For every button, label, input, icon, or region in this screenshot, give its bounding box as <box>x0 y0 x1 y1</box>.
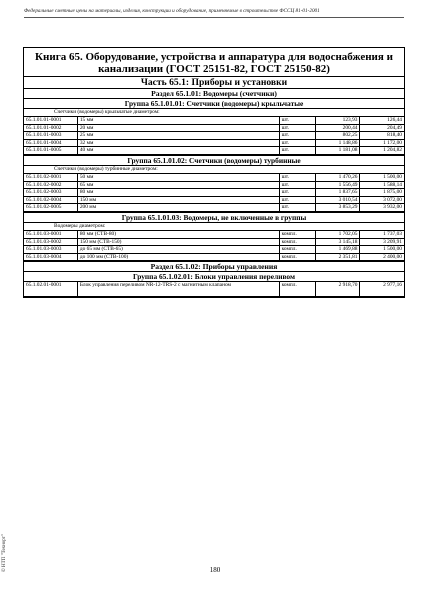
item-code-cell: 65.1.01.03-0003 <box>24 246 77 254</box>
unit-cell: шт. <box>279 124 315 132</box>
unit-cell: шт. <box>279 204 315 212</box>
price-cell-2: 2 400,00 <box>360 253 404 261</box>
table-turbine-meters <box>24 174 404 212</box>
item-name-cell: 80 мм <box>77 189 279 197</box>
price-table-frame <box>23 47 405 298</box>
item-code-cell: 65.1.01.01-0003 <box>24 132 77 140</box>
item-code-cell: 65.1.01.01-0004 <box>24 139 77 147</box>
item-code-cell: 65.1.01.03-0002 <box>24 238 77 246</box>
price-cell: 200,44 <box>315 124 360 132</box>
price-cell-2: 3 932,00 <box>360 204 404 212</box>
unit-cell: компл. <box>279 238 315 246</box>
unit-cell: шт. <box>279 174 315 181</box>
item-code-cell: 65.1.01.02-0001 <box>24 174 77 181</box>
unit-cell: компл. <box>279 231 315 238</box>
price-cell: 3 010,54 <box>315 196 360 204</box>
price-cell: 1 470,26 <box>315 174 360 181</box>
table-row <box>24 174 404 181</box>
price-cell: 3 853,29 <box>315 204 360 212</box>
price-cell-2: 1 737,03 <box>360 231 404 238</box>
item-code-cell: 65.1.01.01-0001 <box>24 117 77 124</box>
unit-cell: шт. <box>279 147 315 155</box>
group-subtitle-turbine-meters: Счетчики (водомеры) турбинные диаметром: <box>24 166 404 174</box>
price-cell-2: 1 500,00 <box>360 246 404 254</box>
item-name-cell: 50 мм <box>77 174 279 181</box>
unit-cell: шт. <box>279 189 315 197</box>
table-row <box>24 253 404 261</box>
table-row <box>24 282 404 297</box>
table-other-meters <box>24 231 404 261</box>
price-cell: 3 145,18 <box>315 238 360 246</box>
side-credit: © НТП "Технорт" <box>2 534 7 572</box>
group-title-other-meters: Группа 65.1.01.03: Водомеры, не включенные в группы <box>24 212 404 223</box>
page-number: 180 <box>209 566 221 574</box>
price-cell: 2 918,70 <box>315 282 360 297</box>
table-row <box>24 132 404 140</box>
book-title: Книга 65. Оборудование, устройства и аппаратура для водоснабжения и канализации (ГОСТ 25151-82, ГОСТ 25150-82) <box>24 48 404 77</box>
item-name-cell: до 65 мм (СТВ-65) <box>77 246 279 254</box>
price-cell-2: 1 500,00 <box>360 174 404 181</box>
price-cell-2: 204,49 <box>360 124 404 132</box>
unit-cell: компл. <box>279 282 315 297</box>
item-name-cell: 80 мм (СТВ-80) <box>77 231 279 238</box>
part-title: Часть 65.1: Приборы и установки <box>24 77 404 89</box>
unit-cell: компл. <box>279 246 315 254</box>
table-row <box>24 238 404 246</box>
table-row <box>24 139 404 147</box>
price-cell-2: 3 072,00 <box>360 196 404 204</box>
item-code-cell: 65.1.01.03-0001 <box>24 231 77 238</box>
table-row <box>24 124 404 132</box>
table-row <box>24 204 404 212</box>
price-cell-2: 1 204,82 <box>360 147 404 155</box>
unit-cell: компл. <box>279 253 315 261</box>
price-cell-2: 1 588,14 <box>360 181 404 189</box>
price-cell: 1 148,86 <box>315 139 360 147</box>
table-row <box>24 231 404 238</box>
group-title-overflow-control: Группа 65.1.02.01: Блоки управления переливом <box>24 272 404 282</box>
item-name-cell: 150 мм (СТВ-150) <box>77 238 279 246</box>
item-name-cell: 15 мм <box>77 117 279 124</box>
table-vane-meters <box>24 117 404 155</box>
group-subtitle-other-meters: Водомеры диаметром: <box>24 223 404 231</box>
price-cell: 1 702,05 <box>315 231 360 238</box>
item-code-cell: 65.1.02.01-0001 <box>24 282 77 297</box>
price-cell-2: 1 172,00 <box>360 139 404 147</box>
table-overflow-control <box>24 282 404 297</box>
item-code-cell: 65.1.01.03-0004 <box>24 253 77 261</box>
price-cell: 1 469,88 <box>315 246 360 254</box>
item-name-cell: 25 мм <box>77 132 279 140</box>
table-row <box>24 196 404 204</box>
group-subtitle-vane-meters: Счетчики (водомеры) крыльчатые диаметром: <box>24 109 404 117</box>
item-code-cell: 65.1.01.02-0005 <box>24 204 77 212</box>
price-cell-2: 3 209,91 <box>360 238 404 246</box>
table-row <box>24 117 404 124</box>
item-name-cell: 40 мм <box>77 147 279 155</box>
item-code-cell: 65.1.01.02-0004 <box>24 196 77 204</box>
price-cell-2: 2 977,16 <box>360 282 404 297</box>
header-rule <box>24 17 404 18</box>
table-row <box>24 246 404 254</box>
section-title-meters: Раздел 65.1.01: Водомеры (счетчики) <box>24 89 404 99</box>
table-row <box>24 181 404 189</box>
running-header: Федеральные сметные цены на материалы, изделия, конструкции и оборудование, применяемые в строительстве ФССЦ 81-01-2001 <box>24 8 320 14</box>
item-code-cell: 65.1.01.02-0002 <box>24 181 77 189</box>
item-name-cell: 65 мм <box>77 181 279 189</box>
price-cell: 1 556,49 <box>315 181 360 189</box>
group-title-vane-meters: Группа 65.1.01.01: Счетчики (водомеры) крыльчатые <box>24 99 404 109</box>
price-cell: 802,25 <box>315 132 360 140</box>
item-name-cell: 20 мм <box>77 124 279 132</box>
item-code-cell: 65.1.01.01-0005 <box>24 147 77 155</box>
unit-cell: шт. <box>279 139 315 147</box>
price-cell: 1 837,65 <box>315 189 360 197</box>
item-name-cell: до 100 мм (СТВ-100) <box>77 253 279 261</box>
unit-cell: шт. <box>279 132 315 140</box>
item-name-cell: Блок управления переливом NR-12-TRS-2 с магнитным клапаном <box>77 282 279 297</box>
table-row <box>24 189 404 197</box>
unit-cell: шт. <box>279 196 315 204</box>
price-cell-2: 818,40 <box>360 132 404 140</box>
section-title-control-devices: Раздел 65.1.02: Приборы управления <box>24 261 404 272</box>
unit-cell: шт. <box>279 117 315 124</box>
price-cell: 2 351,81 <box>315 253 360 261</box>
unit-cell: шт. <box>279 181 315 189</box>
price-cell-2: 126,44 <box>360 117 404 124</box>
group-title-turbine-meters: Группа 65.1.01.02: Счетчики (водомеры) турбинные <box>24 155 404 166</box>
item-name-cell: 32 мм <box>77 139 279 147</box>
price-cell: 123,93 <box>315 117 360 124</box>
item-name-cell: 200 мм <box>77 204 279 212</box>
price-cell-2: 1 875,00 <box>360 189 404 197</box>
item-code-cell: 65.1.01.01-0002 <box>24 124 77 132</box>
price-cell: 1 181,08 <box>315 147 360 155</box>
item-code-cell: 65.1.01.02-0003 <box>24 189 77 197</box>
item-name-cell: 150 мм <box>77 196 279 204</box>
table-row <box>24 147 404 155</box>
